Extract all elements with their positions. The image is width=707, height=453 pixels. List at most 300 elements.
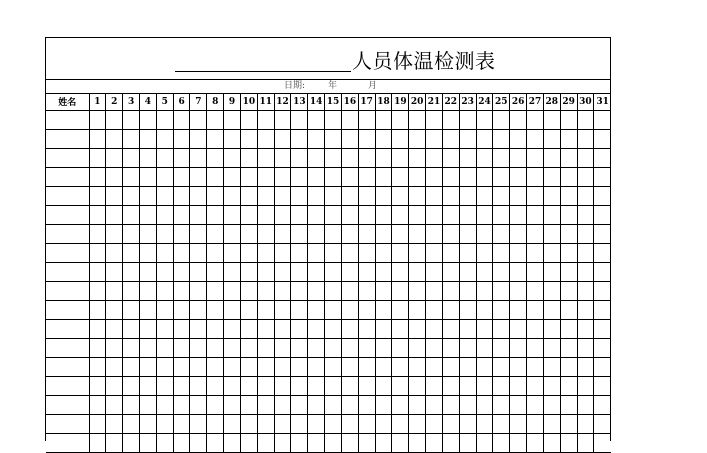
temperature-cell[interactable]	[190, 414, 207, 433]
temperature-cell[interactable]	[325, 148, 342, 167]
temperature-cell[interactable]	[257, 357, 274, 376]
temperature-cell[interactable]	[510, 262, 527, 281]
temperature-cell[interactable]	[392, 205, 409, 224]
temperature-cell[interactable]	[476, 395, 493, 414]
temperature-cell[interactable]	[543, 110, 560, 129]
temperature-cell[interactable]	[426, 110, 443, 129]
temperature-cell[interactable]	[224, 262, 241, 281]
temperature-cell[interactable]	[459, 376, 476, 395]
temperature-cell[interactable]	[207, 281, 224, 300]
temperature-cell[interactable]	[207, 376, 224, 395]
temperature-cell[interactable]	[89, 395, 106, 414]
temperature-cell[interactable]	[594, 186, 611, 205]
temperature-cell[interactable]	[392, 243, 409, 262]
temperature-cell[interactable]	[274, 395, 291, 414]
name-cell[interactable]	[46, 376, 89, 395]
temperature-cell[interactable]	[106, 281, 123, 300]
temperature-cell[interactable]	[274, 224, 291, 243]
name-cell[interactable]	[46, 414, 89, 433]
temperature-cell[interactable]	[594, 376, 611, 395]
temperature-cell[interactable]	[493, 395, 510, 414]
temperature-cell[interactable]	[493, 148, 510, 167]
temperature-cell[interactable]	[325, 319, 342, 338]
temperature-cell[interactable]	[291, 300, 308, 319]
temperature-cell[interactable]	[409, 319, 426, 338]
temperature-cell[interactable]	[325, 281, 342, 300]
temperature-cell[interactable]	[207, 414, 224, 433]
temperature-cell[interactable]	[308, 129, 325, 148]
temperature-cell[interactable]	[173, 205, 190, 224]
temperature-cell[interactable]	[493, 243, 510, 262]
temperature-cell[interactable]	[459, 205, 476, 224]
temperature-cell[interactable]	[140, 433, 157, 452]
temperature-cell[interactable]	[123, 186, 140, 205]
temperature-cell[interactable]	[156, 357, 173, 376]
temperature-cell[interactable]	[341, 262, 358, 281]
temperature-cell[interactable]	[459, 395, 476, 414]
temperature-cell[interactable]	[594, 243, 611, 262]
temperature-cell[interactable]	[257, 243, 274, 262]
name-cell[interactable]	[46, 300, 89, 319]
temperature-cell[interactable]	[190, 281, 207, 300]
temperature-cell[interactable]	[257, 376, 274, 395]
temperature-cell[interactable]	[493, 205, 510, 224]
temperature-cell[interactable]	[577, 376, 594, 395]
temperature-cell[interactable]	[224, 357, 241, 376]
temperature-cell[interactable]	[577, 243, 594, 262]
temperature-cell[interactable]	[476, 433, 493, 452]
temperature-cell[interactable]	[409, 357, 426, 376]
temperature-cell[interactable]	[409, 167, 426, 186]
temperature-cell[interactable]	[510, 300, 527, 319]
temperature-cell[interactable]	[224, 167, 241, 186]
temperature-cell[interactable]	[493, 281, 510, 300]
temperature-cell[interactable]	[207, 338, 224, 357]
temperature-cell[interactable]	[426, 395, 443, 414]
temperature-cell[interactable]	[240, 205, 257, 224]
temperature-cell[interactable]	[577, 338, 594, 357]
temperature-cell[interactable]	[224, 376, 241, 395]
temperature-cell[interactable]	[358, 205, 375, 224]
temperature-cell[interactable]	[308, 319, 325, 338]
temperature-cell[interactable]	[426, 338, 443, 357]
temperature-cell[interactable]	[89, 148, 106, 167]
temperature-cell[interactable]	[594, 338, 611, 357]
temperature-cell[interactable]	[190, 338, 207, 357]
temperature-cell[interactable]	[89, 414, 106, 433]
temperature-cell[interactable]	[123, 243, 140, 262]
temperature-cell[interactable]	[459, 281, 476, 300]
temperature-cell[interactable]	[375, 186, 392, 205]
temperature-cell[interactable]	[325, 262, 342, 281]
temperature-cell[interactable]	[459, 167, 476, 186]
temperature-cell[interactable]	[476, 186, 493, 205]
temperature-cell[interactable]	[358, 319, 375, 338]
temperature-cell[interactable]	[375, 319, 392, 338]
temperature-cell[interactable]	[358, 110, 375, 129]
temperature-cell[interactable]	[476, 262, 493, 281]
temperature-cell[interactable]	[560, 243, 577, 262]
temperature-cell[interactable]	[173, 148, 190, 167]
temperature-cell[interactable]	[224, 186, 241, 205]
temperature-cell[interactable]	[392, 148, 409, 167]
temperature-cell[interactable]	[207, 186, 224, 205]
temperature-cell[interactable]	[308, 395, 325, 414]
temperature-cell[interactable]	[156, 281, 173, 300]
name-cell[interactable]	[46, 148, 89, 167]
name-cell[interactable]	[46, 167, 89, 186]
temperature-cell[interactable]	[577, 300, 594, 319]
temperature-cell[interactable]	[257, 110, 274, 129]
temperature-cell[interactable]	[543, 148, 560, 167]
temperature-cell[interactable]	[240, 129, 257, 148]
temperature-cell[interactable]	[341, 319, 358, 338]
temperature-cell[interactable]	[577, 129, 594, 148]
temperature-cell[interactable]	[173, 224, 190, 243]
temperature-cell[interactable]	[140, 414, 157, 433]
temperature-cell[interactable]	[375, 395, 392, 414]
temperature-cell[interactable]	[577, 167, 594, 186]
temperature-cell[interactable]	[224, 148, 241, 167]
temperature-cell[interactable]	[274, 338, 291, 357]
temperature-cell[interactable]	[493, 110, 510, 129]
temperature-cell[interactable]	[358, 376, 375, 395]
temperature-cell[interactable]	[123, 148, 140, 167]
temperature-cell[interactable]	[123, 167, 140, 186]
temperature-cell[interactable]	[123, 319, 140, 338]
temperature-cell[interactable]	[89, 110, 106, 129]
temperature-cell[interactable]	[476, 167, 493, 186]
temperature-cell[interactable]	[358, 300, 375, 319]
name-cell[interactable]	[46, 395, 89, 414]
temperature-cell[interactable]	[409, 224, 426, 243]
temperature-cell[interactable]	[240, 300, 257, 319]
temperature-cell[interactable]	[156, 376, 173, 395]
temperature-cell[interactable]	[426, 433, 443, 452]
temperature-cell[interactable]	[543, 205, 560, 224]
temperature-cell[interactable]	[224, 129, 241, 148]
temperature-cell[interactable]	[274, 319, 291, 338]
temperature-cell[interactable]	[560, 186, 577, 205]
temperature-cell[interactable]	[476, 376, 493, 395]
temperature-cell[interactable]	[190, 376, 207, 395]
temperature-cell[interactable]	[207, 262, 224, 281]
temperature-cell[interactable]	[426, 262, 443, 281]
temperature-cell[interactable]	[459, 224, 476, 243]
temperature-cell[interactable]	[392, 129, 409, 148]
temperature-cell[interactable]	[240, 148, 257, 167]
temperature-cell[interactable]	[274, 357, 291, 376]
temperature-cell[interactable]	[156, 262, 173, 281]
temperature-cell[interactable]	[325, 129, 342, 148]
temperature-cell[interactable]	[156, 319, 173, 338]
temperature-cell[interactable]	[140, 186, 157, 205]
temperature-cell[interactable]	[106, 148, 123, 167]
temperature-cell[interactable]	[510, 129, 527, 148]
temperature-cell[interactable]	[308, 300, 325, 319]
temperature-cell[interactable]	[543, 224, 560, 243]
temperature-cell[interactable]	[409, 148, 426, 167]
temperature-cell[interactable]	[577, 414, 594, 433]
temperature-cell[interactable]	[577, 110, 594, 129]
temperature-cell[interactable]	[527, 300, 544, 319]
temperature-cell[interactable]	[476, 129, 493, 148]
temperature-cell[interactable]	[140, 243, 157, 262]
temperature-cell[interactable]	[358, 243, 375, 262]
temperature-cell[interactable]	[156, 205, 173, 224]
temperature-cell[interactable]	[341, 110, 358, 129]
temperature-cell[interactable]	[274, 414, 291, 433]
temperature-cell[interactable]	[392, 300, 409, 319]
temperature-cell[interactable]	[173, 414, 190, 433]
temperature-cell[interactable]	[510, 433, 527, 452]
temperature-cell[interactable]	[291, 129, 308, 148]
temperature-cell[interactable]	[409, 129, 426, 148]
temperature-cell[interactable]	[89, 281, 106, 300]
temperature-cell[interactable]	[190, 357, 207, 376]
temperature-cell[interactable]	[156, 167, 173, 186]
temperature-cell[interactable]	[291, 186, 308, 205]
temperature-cell[interactable]	[291, 243, 308, 262]
temperature-cell[interactable]	[240, 110, 257, 129]
temperature-cell[interactable]	[493, 338, 510, 357]
temperature-cell[interactable]	[156, 300, 173, 319]
temperature-cell[interactable]	[190, 395, 207, 414]
temperature-cell[interactable]	[392, 414, 409, 433]
temperature-cell[interactable]	[325, 338, 342, 357]
temperature-cell[interactable]	[341, 167, 358, 186]
temperature-cell[interactable]	[527, 148, 544, 167]
temperature-cell[interactable]	[594, 414, 611, 433]
temperature-cell[interactable]	[527, 224, 544, 243]
temperature-cell[interactable]	[409, 205, 426, 224]
temperature-cell[interactable]	[89, 376, 106, 395]
temperature-cell[interactable]	[577, 319, 594, 338]
temperature-cell[interactable]	[106, 395, 123, 414]
temperature-cell[interactable]	[358, 357, 375, 376]
temperature-cell[interactable]	[240, 281, 257, 300]
temperature-cell[interactable]	[308, 281, 325, 300]
temperature-cell[interactable]	[341, 281, 358, 300]
temperature-cell[interactable]	[510, 186, 527, 205]
temperature-cell[interactable]	[442, 262, 459, 281]
temperature-cell[interactable]	[510, 376, 527, 395]
temperature-cell[interactable]	[156, 110, 173, 129]
temperature-cell[interactable]	[375, 414, 392, 433]
temperature-cell[interactable]	[123, 395, 140, 414]
temperature-cell[interactable]	[106, 167, 123, 186]
temperature-cell[interactable]	[308, 376, 325, 395]
temperature-cell[interactable]	[291, 110, 308, 129]
temperature-cell[interactable]	[173, 395, 190, 414]
temperature-cell[interactable]	[392, 186, 409, 205]
temperature-cell[interactable]	[358, 433, 375, 452]
temperature-cell[interactable]	[358, 262, 375, 281]
temperature-cell[interactable]	[341, 243, 358, 262]
temperature-cell[interactable]	[375, 224, 392, 243]
temperature-cell[interactable]	[442, 205, 459, 224]
temperature-cell[interactable]	[510, 357, 527, 376]
temperature-cell[interactable]	[426, 243, 443, 262]
temperature-cell[interactable]	[224, 110, 241, 129]
temperature-cell[interactable]	[274, 129, 291, 148]
temperature-cell[interactable]	[140, 224, 157, 243]
temperature-cell[interactable]	[459, 148, 476, 167]
temperature-cell[interactable]	[123, 281, 140, 300]
temperature-cell[interactable]	[459, 110, 476, 129]
temperature-cell[interactable]	[409, 414, 426, 433]
temperature-cell[interactable]	[543, 281, 560, 300]
temperature-cell[interactable]	[577, 224, 594, 243]
temperature-cell[interactable]	[274, 167, 291, 186]
temperature-cell[interactable]	[341, 300, 358, 319]
temperature-cell[interactable]	[291, 319, 308, 338]
temperature-cell[interactable]	[577, 186, 594, 205]
temperature-cell[interactable]	[274, 376, 291, 395]
temperature-cell[interactable]	[224, 205, 241, 224]
temperature-cell[interactable]	[392, 433, 409, 452]
temperature-cell[interactable]	[358, 338, 375, 357]
temperature-cell[interactable]	[476, 224, 493, 243]
temperature-cell[interactable]	[476, 110, 493, 129]
temperature-cell[interactable]	[560, 167, 577, 186]
temperature-cell[interactable]	[106, 205, 123, 224]
name-cell[interactable]	[46, 319, 89, 338]
temperature-cell[interactable]	[426, 224, 443, 243]
temperature-cell[interactable]	[527, 243, 544, 262]
temperature-cell[interactable]	[291, 376, 308, 395]
temperature-cell[interactable]	[442, 414, 459, 433]
temperature-cell[interactable]	[375, 148, 392, 167]
temperature-cell[interactable]	[375, 129, 392, 148]
temperature-cell[interactable]	[493, 224, 510, 243]
temperature-cell[interactable]	[89, 357, 106, 376]
temperature-cell[interactable]	[291, 167, 308, 186]
temperature-cell[interactable]	[594, 262, 611, 281]
temperature-cell[interactable]	[224, 338, 241, 357]
temperature-cell[interactable]	[409, 262, 426, 281]
temperature-cell[interactable]	[106, 129, 123, 148]
temperature-cell[interactable]	[207, 205, 224, 224]
temperature-cell[interactable]	[190, 319, 207, 338]
temperature-cell[interactable]	[123, 376, 140, 395]
temperature-cell[interactable]	[543, 338, 560, 357]
temperature-cell[interactable]	[527, 205, 544, 224]
temperature-cell[interactable]	[459, 338, 476, 357]
temperature-cell[interactable]	[274, 148, 291, 167]
temperature-cell[interactable]	[358, 414, 375, 433]
temperature-cell[interactable]	[106, 300, 123, 319]
temperature-cell[interactable]	[375, 357, 392, 376]
temperature-cell[interactable]	[308, 186, 325, 205]
temperature-cell[interactable]	[89, 300, 106, 319]
title-blank-line[interactable]	[175, 71, 351, 72]
name-cell[interactable]	[46, 110, 89, 129]
temperature-cell[interactable]	[173, 129, 190, 148]
temperature-cell[interactable]	[89, 433, 106, 452]
temperature-cell[interactable]	[426, 300, 443, 319]
temperature-cell[interactable]	[543, 243, 560, 262]
temperature-cell[interactable]	[257, 262, 274, 281]
temperature-cell[interactable]	[140, 110, 157, 129]
temperature-cell[interactable]	[392, 110, 409, 129]
temperature-cell[interactable]	[442, 357, 459, 376]
temperature-cell[interactable]	[207, 319, 224, 338]
temperature-cell[interactable]	[459, 186, 476, 205]
temperature-cell[interactable]	[560, 300, 577, 319]
temperature-cell[interactable]	[224, 243, 241, 262]
temperature-cell[interactable]	[560, 205, 577, 224]
temperature-cell[interactable]	[543, 167, 560, 186]
temperature-cell[interactable]	[240, 167, 257, 186]
name-cell[interactable]	[46, 357, 89, 376]
temperature-cell[interactable]	[123, 110, 140, 129]
temperature-cell[interactable]	[594, 148, 611, 167]
temperature-cell[interactable]	[257, 319, 274, 338]
temperature-cell[interactable]	[341, 205, 358, 224]
name-cell[interactable]	[46, 262, 89, 281]
temperature-cell[interactable]	[291, 414, 308, 433]
temperature-cell[interactable]	[358, 281, 375, 300]
temperature-cell[interactable]	[476, 414, 493, 433]
temperature-cell[interactable]	[240, 262, 257, 281]
temperature-cell[interactable]	[560, 338, 577, 357]
temperature-cell[interactable]	[123, 338, 140, 357]
temperature-cell[interactable]	[426, 129, 443, 148]
temperature-cell[interactable]	[409, 186, 426, 205]
name-cell[interactable]	[46, 129, 89, 148]
name-cell[interactable]	[46, 224, 89, 243]
temperature-cell[interactable]	[543, 186, 560, 205]
temperature-cell[interactable]	[240, 376, 257, 395]
temperature-cell[interactable]	[156, 243, 173, 262]
temperature-cell[interactable]	[594, 205, 611, 224]
temperature-cell[interactable]	[325, 433, 342, 452]
temperature-cell[interactable]	[577, 281, 594, 300]
temperature-cell[interactable]	[325, 205, 342, 224]
temperature-cell[interactable]	[240, 357, 257, 376]
temperature-cell[interactable]	[123, 129, 140, 148]
temperature-cell[interactable]	[308, 414, 325, 433]
temperature-cell[interactable]	[224, 300, 241, 319]
temperature-cell[interactable]	[392, 319, 409, 338]
temperature-cell[interactable]	[190, 129, 207, 148]
temperature-cell[interactable]	[257, 281, 274, 300]
temperature-cell[interactable]	[493, 414, 510, 433]
temperature-cell[interactable]	[426, 205, 443, 224]
temperature-cell[interactable]	[89, 224, 106, 243]
temperature-cell[interactable]	[240, 186, 257, 205]
temperature-cell[interactable]	[173, 243, 190, 262]
temperature-cell[interactable]	[510, 110, 527, 129]
temperature-cell[interactable]	[476, 300, 493, 319]
temperature-cell[interactable]	[207, 300, 224, 319]
temperature-cell[interactable]	[173, 110, 190, 129]
temperature-cell[interactable]	[527, 186, 544, 205]
temperature-cell[interactable]	[341, 148, 358, 167]
temperature-cell[interactable]	[207, 357, 224, 376]
temperature-cell[interactable]	[140, 357, 157, 376]
temperature-cell[interactable]	[291, 205, 308, 224]
temperature-cell[interactable]	[543, 357, 560, 376]
temperature-cell[interactable]	[476, 205, 493, 224]
temperature-cell[interactable]	[527, 281, 544, 300]
temperature-cell[interactable]	[257, 395, 274, 414]
temperature-cell[interactable]	[325, 300, 342, 319]
temperature-cell[interactable]	[375, 110, 392, 129]
temperature-cell[interactable]	[308, 167, 325, 186]
temperature-cell[interactable]	[409, 395, 426, 414]
